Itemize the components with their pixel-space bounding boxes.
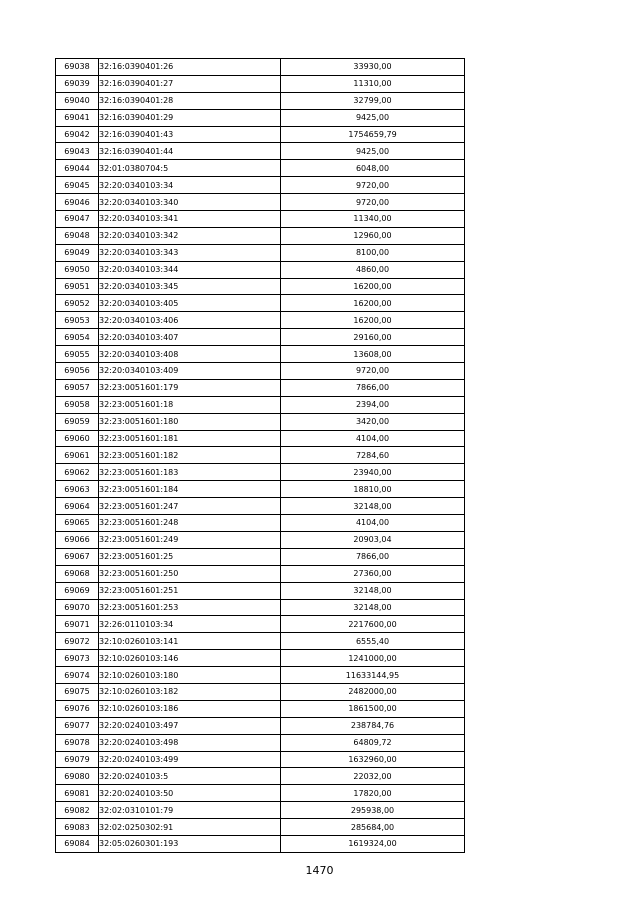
cadastral-value: 33930,00 <box>281 59 465 76</box>
cadastral-value: 7284,60 <box>281 447 465 464</box>
row-number: 69049 <box>56 244 99 261</box>
table-row <box>56 819 465 836</box>
row-number: 69057 <box>56 379 99 396</box>
cadastral-value: 32148,00 <box>281 599 465 616</box>
cadastral-number: 32:20:0340103:343 <box>99 244 281 261</box>
cadastral-number: 32:23:0051601:183 <box>99 464 281 481</box>
cadastral-number: 32:10:0260103:182 <box>99 683 281 700</box>
row-number: 69062 <box>56 464 99 481</box>
cadastral-number: 32:23:0051601:248 <box>99 515 281 532</box>
row-number: 69083 <box>56 819 99 836</box>
table-row <box>56 143 465 160</box>
table-row <box>56 346 465 363</box>
cadastral-number: 32:20:0340103:340 <box>99 194 281 211</box>
cadastral-value: 9425,00 <box>281 143 465 160</box>
table-row <box>56 379 465 396</box>
row-number: 69058 <box>56 396 99 413</box>
cadastral-number: 32:16:0390401:26 <box>99 59 281 76</box>
table-row <box>56 244 465 261</box>
table-row <box>56 717 465 734</box>
row-number: 69072 <box>56 633 99 650</box>
cadastral-number: 32:23:0051601:182 <box>99 447 281 464</box>
row-number: 69079 <box>56 751 99 768</box>
row-number: 69039 <box>56 75 99 92</box>
row-number: 69044 <box>56 160 99 177</box>
cadastral-value-table <box>55 58 465 853</box>
cadastral-number: 32:20:0340103:407 <box>99 329 281 346</box>
cadastral-number: 32:23:0051601:180 <box>99 413 281 430</box>
cadastral-value: 2482000,00 <box>281 683 465 700</box>
cadastral-value: 16200,00 <box>281 312 465 329</box>
row-number: 69068 <box>56 565 99 582</box>
cadastral-number: 32:23:0051601:184 <box>99 481 281 498</box>
row-number: 69065 <box>56 515 99 532</box>
table-row <box>56 700 465 717</box>
row-number: 69059 <box>56 413 99 430</box>
cadastral-value: 3420,00 <box>281 413 465 430</box>
row-number: 69045 <box>56 177 99 194</box>
table-body <box>56 59 465 853</box>
cadastral-value: 295938,00 <box>281 802 465 819</box>
cadastral-value: 32799,00 <box>281 92 465 109</box>
row-number: 69082 <box>56 802 99 819</box>
cadastral-value: 20903,04 <box>281 531 465 548</box>
cadastral-value: 9720,00 <box>281 194 465 211</box>
table-row <box>56 329 465 346</box>
table-row <box>56 768 465 785</box>
cadastral-number: 32:23:0051601:18 <box>99 396 281 413</box>
table-row <box>56 363 465 380</box>
cadastral-number: 32:10:0260103:186 <box>99 700 281 717</box>
cadastral-number: 32:20:0240103:499 <box>99 751 281 768</box>
cadastral-value: 1861500,00 <box>281 700 465 717</box>
row-number: 69081 <box>56 785 99 802</box>
cadastral-value: 6555,40 <box>281 633 465 650</box>
cadastral-value: 2217600,00 <box>281 616 465 633</box>
row-number: 69069 <box>56 582 99 599</box>
row-number: 69080 <box>56 768 99 785</box>
table-row <box>56 633 465 650</box>
row-number: 69050 <box>56 261 99 278</box>
cadastral-number: 32:20:0340103:408 <box>99 346 281 363</box>
row-number: 69047 <box>56 211 99 228</box>
cadastral-value: 32148,00 <box>281 582 465 599</box>
page-number: 1470 <box>305 864 334 877</box>
cadastral-value: 6048,00 <box>281 160 465 177</box>
cadastral-number: 32:02:0250302:91 <box>99 819 281 836</box>
cadastral-value: 27360,00 <box>281 565 465 582</box>
cadastral-value: 22032,00 <box>281 768 465 785</box>
cadastral-number: 32:02:0310101:79 <box>99 802 281 819</box>
row-number: 69074 <box>56 667 99 684</box>
cadastral-value: 1619324,00 <box>281 835 465 852</box>
cadastral-value: 1754659,79 <box>281 126 465 143</box>
row-number: 69064 <box>56 498 99 515</box>
cadastral-number: 32:20:0340103:405 <box>99 295 281 312</box>
row-number: 69048 <box>56 227 99 244</box>
cadastral-value: 17820,00 <box>281 785 465 802</box>
row-number: 69066 <box>56 531 99 548</box>
table-row <box>56 160 465 177</box>
cadastral-value: 8100,00 <box>281 244 465 261</box>
cadastral-value: 7866,00 <box>281 379 465 396</box>
row-number: 69053 <box>56 312 99 329</box>
cadastral-number: 32:20:0240103:498 <box>99 734 281 751</box>
row-number: 69042 <box>56 126 99 143</box>
cadastral-value: 9720,00 <box>281 177 465 194</box>
cadastral-value: 4104,00 <box>281 430 465 447</box>
cadastral-number: 32:16:0390401:28 <box>99 92 281 109</box>
cadastral-value: 1241000,00 <box>281 650 465 667</box>
cadastral-value: 4860,00 <box>281 261 465 278</box>
table-row <box>56 751 465 768</box>
cadastral-number: 32:20:0340103:341 <box>99 211 281 228</box>
table-row <box>56 650 465 667</box>
cadastral-number: 32:20:0340103:409 <box>99 363 281 380</box>
cadastral-value: 238784,76 <box>281 717 465 734</box>
row-number: 69070 <box>56 599 99 616</box>
cadastral-number: 32:23:0051601:181 <box>99 430 281 447</box>
cadastral-value: 9425,00 <box>281 109 465 126</box>
row-number: 69055 <box>56 346 99 363</box>
cadastral-value: 32148,00 <box>281 498 465 515</box>
table-row <box>56 109 465 126</box>
cadastral-number: 32:16:0390401:43 <box>99 126 281 143</box>
table-row <box>56 211 465 228</box>
row-number: 69071 <box>56 616 99 633</box>
table-row <box>56 802 465 819</box>
cadastral-value: 64809,72 <box>281 734 465 751</box>
cadastral-number: 32:23:0051601:247 <box>99 498 281 515</box>
table-row <box>56 447 465 464</box>
table-row <box>56 599 465 616</box>
cadastral-number: 32:20:0240103:497 <box>99 717 281 734</box>
table-row <box>56 464 465 481</box>
cadastral-number: 32:16:0390401:27 <box>99 75 281 92</box>
cadastral-number: 32:10:0260103:146 <box>99 650 281 667</box>
table-row <box>56 515 465 532</box>
table-row <box>56 92 465 109</box>
cadastral-number: 32:20:0240103:5 <box>99 768 281 785</box>
row-number: 69060 <box>56 430 99 447</box>
cadastral-number: 32:23:0051601:253 <box>99 599 281 616</box>
row-number: 69052 <box>56 295 99 312</box>
table-row <box>56 413 465 430</box>
row-number: 69051 <box>56 278 99 295</box>
table-row <box>56 835 465 852</box>
cadastral-number: 32:10:0260103:141 <box>99 633 281 650</box>
table-row <box>56 261 465 278</box>
table-row <box>56 481 465 498</box>
row-number: 69073 <box>56 650 99 667</box>
table-row <box>56 582 465 599</box>
table-row <box>56 531 465 548</box>
cadastral-value: 1632960,00 <box>281 751 465 768</box>
cadastral-number: 32:23:0051601:25 <box>99 548 281 565</box>
cadastral-number: 32:23:0051601:249 <box>99 531 281 548</box>
cadastral-value: 18810,00 <box>281 481 465 498</box>
table-row <box>56 683 465 700</box>
table-row <box>56 75 465 92</box>
row-number: 69067 <box>56 548 99 565</box>
cadastral-number: 32:20:0340103:344 <box>99 261 281 278</box>
row-number: 69043 <box>56 143 99 160</box>
cadastral-number: 32:16:0390401:29 <box>99 109 281 126</box>
row-number: 69040 <box>56 92 99 109</box>
row-number: 69077 <box>56 717 99 734</box>
row-number: 69041 <box>56 109 99 126</box>
cadastral-value: 16200,00 <box>281 295 465 312</box>
table-row <box>56 126 465 143</box>
row-number: 69076 <box>56 700 99 717</box>
cadastral-number: 32:01:0380704:5 <box>99 160 281 177</box>
cadastral-value: 7866,00 <box>281 548 465 565</box>
row-number: 69084 <box>56 835 99 852</box>
row-number: 69046 <box>56 194 99 211</box>
table-row <box>56 295 465 312</box>
table-row <box>56 548 465 565</box>
cadastral-value: 23940,00 <box>281 464 465 481</box>
cadastral-number: 32:20:0340103:34 <box>99 177 281 194</box>
cadastral-number: 32:20:0340103:342 <box>99 227 281 244</box>
cadastral-value: 9720,00 <box>281 363 465 380</box>
cadastral-number: 32:20:0240103:50 <box>99 785 281 802</box>
cadastral-number: 32:20:0340103:406 <box>99 312 281 329</box>
cadastral-number: 32:23:0051601:250 <box>99 565 281 582</box>
table-row <box>56 616 465 633</box>
cadastral-value: 11633144,95 <box>281 667 465 684</box>
cadastral-number: 32:23:0051601:251 <box>99 582 281 599</box>
table-row <box>56 430 465 447</box>
cadastral-number: 32:20:0340103:345 <box>99 278 281 295</box>
table-row <box>56 312 465 329</box>
cadastral-value: 4104,00 <box>281 515 465 532</box>
row-number: 69075 <box>56 683 99 700</box>
cadastral-number: 32:05:0260301:193 <box>99 835 281 852</box>
cadastral-value: 11310,00 <box>281 75 465 92</box>
table-row <box>56 59 465 76</box>
table-row <box>56 785 465 802</box>
table-row <box>56 396 465 413</box>
cadastral-value: 16200,00 <box>281 278 465 295</box>
cadastral-value: 11340,00 <box>281 211 465 228</box>
cadastral-value: 29160,00 <box>281 329 465 346</box>
row-number: 69056 <box>56 363 99 380</box>
row-number: 69063 <box>56 481 99 498</box>
table-row <box>56 194 465 211</box>
table-row <box>56 278 465 295</box>
table-row <box>56 177 465 194</box>
cadastral-number: 32:16:0390401:44 <box>99 143 281 160</box>
row-number: 69038 <box>56 59 99 76</box>
cadastral-number: 32:10:0260103:180 <box>99 667 281 684</box>
cadastral-value: 285684,00 <box>281 819 465 836</box>
cadastral-value: 12960,00 <box>281 227 465 244</box>
cadastral-number: 32:23:0051601:179 <box>99 379 281 396</box>
cadastral-number: 32:26:0110103:34 <box>99 616 281 633</box>
table-row <box>56 734 465 751</box>
cadastral-value: 13608,00 <box>281 346 465 363</box>
row-number: 69054 <box>56 329 99 346</box>
row-number: 69078 <box>56 734 99 751</box>
table-row <box>56 498 465 515</box>
cadastral-value: 2394,00 <box>281 396 465 413</box>
row-number: 69061 <box>56 447 99 464</box>
table-row <box>56 565 465 582</box>
table-row <box>56 667 465 684</box>
table-row <box>56 227 465 244</box>
